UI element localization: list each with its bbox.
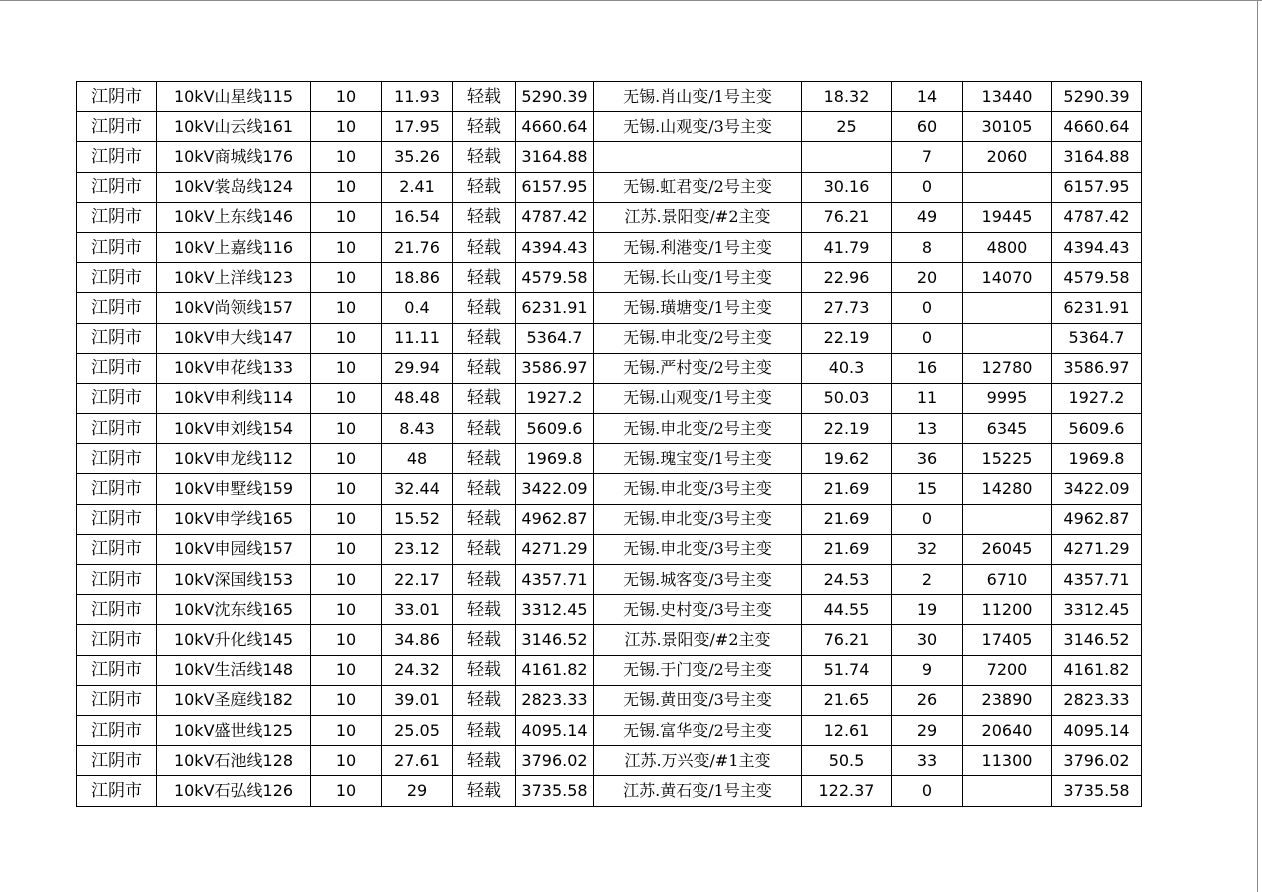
amount-cell: 13440 (963, 82, 1052, 112)
voltage-cell: 10 (311, 776, 382, 806)
transformer-load-cell: 21.69 (802, 504, 892, 534)
feeder-name-cell: 10kV申学线165 (157, 504, 311, 534)
city-cell: 江阴市 (77, 263, 157, 293)
length-cell: 34.86 (382, 625, 453, 655)
voltage-cell: 10 (311, 746, 382, 776)
voltage-cell: 10 (311, 172, 382, 202)
count-cell: 15 (892, 474, 963, 504)
count-cell: 0 (892, 293, 963, 323)
table-row (77, 353, 1142, 383)
table-row (77, 263, 1142, 293)
transformer-load-cell: 51.74 (802, 655, 892, 685)
feeder-name-cell: 10kV申利线114 (157, 383, 311, 413)
total-cell: 1969.8 (1052, 444, 1142, 474)
table-row (77, 414, 1142, 444)
total-cell: 6157.95 (1052, 172, 1142, 202)
substation-cell: 无锡.于门变/2号主变 (594, 655, 802, 685)
capacity-cell: 2823.33 (516, 685, 594, 715)
count-cell: 14 (892, 82, 963, 112)
load-status-cell: 轻载 (453, 746, 516, 776)
amount-cell: 6345 (963, 414, 1052, 444)
feeder-name-cell: 10kV圣庭线182 (157, 685, 311, 715)
amount-cell: 9995 (963, 383, 1052, 413)
transformer-load-cell: 30.16 (802, 172, 892, 202)
substation-cell: 无锡.严村变/2号主变 (594, 353, 802, 383)
length-cell: 32.44 (382, 474, 453, 504)
substation-cell: 江苏.景阳变/#2主变 (594, 202, 802, 232)
transformer-load-cell: 50.5 (802, 746, 892, 776)
total-cell: 3735.58 (1052, 776, 1142, 806)
amount-cell: 4800 (963, 232, 1052, 262)
total-cell: 3164.88 (1052, 142, 1142, 172)
voltage-cell: 10 (311, 232, 382, 262)
load-status-cell: 轻载 (453, 172, 516, 202)
load-status-cell: 轻载 (453, 504, 516, 534)
feeder-name-cell: 10kV申刘线154 (157, 414, 311, 444)
substation-cell: 无锡.璜塘变/1号主变 (594, 293, 802, 323)
transformer-load-cell: 24.53 (802, 565, 892, 595)
total-cell: 1927.2 (1052, 383, 1142, 413)
count-cell: 19 (892, 595, 963, 625)
capacity-cell: 4660.64 (516, 112, 594, 142)
amount-cell (963, 776, 1052, 806)
city-cell: 江阴市 (77, 353, 157, 383)
substation-cell: 江苏.黄石变/1号主变 (594, 776, 802, 806)
length-cell: 18.86 (382, 263, 453, 293)
count-cell: 26 (892, 685, 963, 715)
amount-cell: 23890 (963, 685, 1052, 715)
substation-cell: 江苏.万兴变/#1主变 (594, 746, 802, 776)
count-cell: 16 (892, 353, 963, 383)
length-cell: 29.94 (382, 353, 453, 383)
capacity-cell: 3796.02 (516, 746, 594, 776)
count-cell: 8 (892, 232, 963, 262)
amount-cell (963, 504, 1052, 534)
feeder-name-cell: 10kV申龙线112 (157, 444, 311, 474)
city-cell: 江阴市 (77, 595, 157, 625)
load-status-cell: 轻载 (453, 202, 516, 232)
count-cell: 33 (892, 746, 963, 776)
amount-cell: 19445 (963, 202, 1052, 232)
table-row (77, 685, 1142, 715)
load-status-cell: 轻载 (453, 353, 516, 383)
load-status-cell: 轻载 (453, 142, 516, 172)
feeder-name-cell: 10kV上东线146 (157, 202, 311, 232)
length-cell: 27.61 (382, 746, 453, 776)
length-cell: 22.17 (382, 565, 453, 595)
length-cell: 21.76 (382, 232, 453, 262)
table-row (77, 202, 1142, 232)
feeder-name-cell: 10kV申墅线159 (157, 474, 311, 504)
city-cell: 江阴市 (77, 142, 157, 172)
capacity-cell: 4962.87 (516, 504, 594, 534)
substation-cell: 无锡.利港变/1号主变 (594, 232, 802, 262)
amount-cell: 11200 (963, 595, 1052, 625)
transformer-load-cell (802, 142, 892, 172)
transformer-load-cell: 76.21 (802, 625, 892, 655)
length-cell: 2.41 (382, 172, 453, 202)
total-cell: 3422.09 (1052, 474, 1142, 504)
amount-cell: 12780 (963, 353, 1052, 383)
length-cell: 23.12 (382, 534, 453, 564)
transformer-load-cell: 22.19 (802, 323, 892, 353)
total-cell: 3796.02 (1052, 746, 1142, 776)
length-cell: 39.01 (382, 685, 453, 715)
voltage-cell: 10 (311, 444, 382, 474)
city-cell: 江阴市 (77, 82, 157, 112)
substation-cell (594, 142, 802, 172)
city-cell: 江阴市 (77, 112, 157, 142)
amount-cell: 15225 (963, 444, 1052, 474)
city-cell: 江阴市 (77, 383, 157, 413)
voltage-cell: 10 (311, 82, 382, 112)
length-cell: 33.01 (382, 595, 453, 625)
substation-cell: 无锡.史村变/3号主变 (594, 595, 802, 625)
voltage-cell: 10 (311, 414, 382, 444)
feeder-name-cell: 10kV生活线148 (157, 655, 311, 685)
city-cell: 江阴市 (77, 323, 157, 353)
voltage-cell: 10 (311, 685, 382, 715)
transformer-load-cell: 44.55 (802, 595, 892, 625)
substation-cell: 无锡.山观变/3号主变 (594, 112, 802, 142)
table-row (77, 383, 1142, 413)
table-row (77, 474, 1142, 504)
total-cell: 5609.6 (1052, 414, 1142, 444)
capacity-cell: 1927.2 (516, 383, 594, 413)
transformer-load-cell: 21.69 (802, 474, 892, 504)
transformer-load-cell: 40.3 (802, 353, 892, 383)
feeder-name-cell: 10kV申园线157 (157, 534, 311, 564)
table-row (77, 293, 1142, 323)
transformer-load-cell: 21.65 (802, 685, 892, 715)
feeder-name-cell: 10kV申花线133 (157, 353, 311, 383)
city-cell: 江阴市 (77, 444, 157, 474)
amount-cell (963, 323, 1052, 353)
load-status-cell: 轻载 (453, 715, 516, 745)
substation-cell: 无锡.山观变/1号主变 (594, 383, 802, 413)
load-status-cell: 轻载 (453, 625, 516, 655)
total-cell: 4161.82 (1052, 655, 1142, 685)
load-status-cell: 轻载 (453, 263, 516, 293)
feeder-name-cell: 10kV盛世线125 (157, 715, 311, 745)
amount-cell (963, 172, 1052, 202)
amount-cell: 7200 (963, 655, 1052, 685)
load-status-cell: 轻载 (453, 112, 516, 142)
count-cell: 0 (892, 504, 963, 534)
voltage-cell: 10 (311, 595, 382, 625)
substation-cell: 无锡.申北变/3号主变 (594, 504, 802, 534)
voltage-cell: 10 (311, 625, 382, 655)
capacity-cell: 5609.6 (516, 414, 594, 444)
city-cell: 江阴市 (77, 625, 157, 655)
table-row (77, 232, 1142, 262)
substation-cell: 江苏.景阳变/#2主变 (594, 625, 802, 655)
total-cell: 4095.14 (1052, 715, 1142, 745)
transformer-load-cell: 25 (802, 112, 892, 142)
capacity-cell: 3164.88 (516, 142, 594, 172)
amount-cell: 11300 (963, 746, 1052, 776)
table-row (77, 625, 1142, 655)
length-cell: 11.11 (382, 323, 453, 353)
length-cell: 0.4 (382, 293, 453, 323)
count-cell: 49 (892, 202, 963, 232)
load-status-cell: 轻载 (453, 685, 516, 715)
amount-cell: 14070 (963, 263, 1052, 293)
total-cell: 4271.29 (1052, 534, 1142, 564)
total-cell: 4660.64 (1052, 112, 1142, 142)
substation-cell: 无锡.申北变/2号主变 (594, 323, 802, 353)
feeder-name-cell: 10kV石弘线126 (157, 776, 311, 806)
load-status-cell: 轻载 (453, 383, 516, 413)
amount-cell: 6710 (963, 565, 1052, 595)
page-right-edge (1257, 0, 1258, 892)
page-top-edge (0, 0, 1262, 1)
feeder-name-cell: 10kV升化线145 (157, 625, 311, 655)
count-cell: 60 (892, 112, 963, 142)
feeder-name-cell: 10kV石池线128 (157, 746, 311, 776)
count-cell: 20 (892, 263, 963, 293)
substation-cell: 无锡.虹君变/2号主变 (594, 172, 802, 202)
city-cell: 江阴市 (77, 655, 157, 685)
table-row (77, 112, 1142, 142)
table-row (77, 172, 1142, 202)
table-row (77, 82, 1142, 112)
table-body (77, 82, 1142, 807)
substation-cell: 无锡.长山变/1号主变 (594, 263, 802, 293)
length-cell: 29 (382, 776, 453, 806)
voltage-cell: 10 (311, 202, 382, 232)
count-cell: 32 (892, 534, 963, 564)
capacity-cell: 3422.09 (516, 474, 594, 504)
count-cell: 11 (892, 383, 963, 413)
feeder-name-cell: 10kV裳岛线124 (157, 172, 311, 202)
total-cell: 4787.42 (1052, 202, 1142, 232)
city-cell: 江阴市 (77, 715, 157, 745)
load-status-cell: 轻载 (453, 323, 516, 353)
city-cell: 江阴市 (77, 414, 157, 444)
load-status-cell: 轻载 (453, 655, 516, 685)
transformer-load-cell: 122.37 (802, 776, 892, 806)
voltage-cell: 10 (311, 715, 382, 745)
total-cell: 4357.71 (1052, 565, 1142, 595)
substation-cell: 无锡.申北变/2号主变 (594, 414, 802, 444)
feeder-name-cell: 10kV尚领线157 (157, 293, 311, 323)
feeder-name-cell: 10kV深国线153 (157, 565, 311, 595)
voltage-cell: 10 (311, 263, 382, 293)
voltage-cell: 10 (311, 565, 382, 595)
city-cell: 江阴市 (77, 534, 157, 564)
voltage-cell: 10 (311, 534, 382, 564)
capacity-cell: 4787.42 (516, 202, 594, 232)
load-status-cell: 轻载 (453, 776, 516, 806)
voltage-cell: 10 (311, 655, 382, 685)
transformer-load-cell: 22.96 (802, 263, 892, 293)
voltage-cell: 10 (311, 504, 382, 534)
length-cell: 16.54 (382, 202, 453, 232)
length-cell: 48.48 (382, 383, 453, 413)
total-cell: 4962.87 (1052, 504, 1142, 534)
load-status-cell: 轻载 (453, 414, 516, 444)
amount-cell: 14280 (963, 474, 1052, 504)
city-cell: 江阴市 (77, 685, 157, 715)
count-cell: 0 (892, 172, 963, 202)
transformer-load-cell: 41.79 (802, 232, 892, 262)
total-cell: 3312.45 (1052, 595, 1142, 625)
amount-cell: 30105 (963, 112, 1052, 142)
substation-cell: 无锡.肖山变/1号主变 (594, 82, 802, 112)
amount-cell: 2060 (963, 142, 1052, 172)
count-cell: 0 (892, 323, 963, 353)
count-cell: 9 (892, 655, 963, 685)
substation-cell: 无锡.黄田变/3号主变 (594, 685, 802, 715)
substation-cell: 无锡.城客变/3号主变 (594, 565, 802, 595)
length-cell: 35.26 (382, 142, 453, 172)
city-cell: 江阴市 (77, 746, 157, 776)
capacity-cell: 3586.97 (516, 353, 594, 383)
feeder-load-table (76, 81, 1142, 807)
total-cell: 3586.97 (1052, 353, 1142, 383)
feeder-name-cell: 10kV商城线176 (157, 142, 311, 172)
load-status-cell: 轻载 (453, 444, 516, 474)
total-cell: 5290.39 (1052, 82, 1142, 112)
voltage-cell: 10 (311, 353, 382, 383)
transformer-load-cell: 21.69 (802, 534, 892, 564)
feeder-name-cell: 10kV山星线115 (157, 82, 311, 112)
table-row (77, 776, 1142, 806)
capacity-cell: 3735.58 (516, 776, 594, 806)
total-cell: 3146.52 (1052, 625, 1142, 655)
transformer-load-cell: 18.32 (802, 82, 892, 112)
city-cell: 江阴市 (77, 776, 157, 806)
capacity-cell: 3312.45 (516, 595, 594, 625)
load-status-cell: 轻载 (453, 595, 516, 625)
length-cell: 17.95 (382, 112, 453, 142)
city-cell: 江阴市 (77, 293, 157, 323)
city-cell: 江阴市 (77, 172, 157, 202)
capacity-cell: 4161.82 (516, 655, 594, 685)
amount-cell (963, 293, 1052, 323)
total-cell: 5364.7 (1052, 323, 1142, 353)
voltage-cell: 10 (311, 293, 382, 323)
total-cell: 6231.91 (1052, 293, 1142, 323)
load-status-cell: 轻载 (453, 293, 516, 323)
capacity-cell: 4271.29 (516, 534, 594, 564)
city-cell: 江阴市 (77, 232, 157, 262)
transformer-load-cell: 50.03 (802, 383, 892, 413)
capacity-cell: 4579.58 (516, 263, 594, 293)
load-status-cell: 轻载 (453, 534, 516, 564)
feeder-name-cell: 10kV山云线161 (157, 112, 311, 142)
length-cell: 15.52 (382, 504, 453, 534)
transformer-load-cell: 76.21 (802, 202, 892, 232)
voltage-cell: 10 (311, 323, 382, 353)
transformer-load-cell: 27.73 (802, 293, 892, 323)
capacity-cell: 6157.95 (516, 172, 594, 202)
length-cell: 25.05 (382, 715, 453, 745)
feeder-name-cell: 10kV沈东线165 (157, 595, 311, 625)
capacity-cell: 5364.7 (516, 323, 594, 353)
table-row (77, 444, 1142, 474)
load-status-cell: 轻载 (453, 474, 516, 504)
voltage-cell: 10 (311, 112, 382, 142)
total-cell: 4579.58 (1052, 263, 1142, 293)
voltage-cell: 10 (311, 142, 382, 172)
feeder-name-cell: 10kV申大线147 (157, 323, 311, 353)
capacity-cell: 5290.39 (516, 82, 594, 112)
length-cell: 8.43 (382, 414, 453, 444)
count-cell: 29 (892, 715, 963, 745)
total-cell: 2823.33 (1052, 685, 1142, 715)
total-cell: 4394.43 (1052, 232, 1142, 262)
count-cell: 2 (892, 565, 963, 595)
capacity-cell: 4095.14 (516, 715, 594, 745)
capacity-cell: 6231.91 (516, 293, 594, 323)
table-row (77, 595, 1142, 625)
capacity-cell: 1969.8 (516, 444, 594, 474)
length-cell: 11.93 (382, 82, 453, 112)
amount-cell: 17405 (963, 625, 1052, 655)
length-cell: 24.32 (382, 655, 453, 685)
capacity-cell: 4357.71 (516, 565, 594, 595)
amount-cell: 26045 (963, 534, 1052, 564)
length-cell: 48 (382, 444, 453, 474)
table-row (77, 655, 1142, 685)
table-row (77, 565, 1142, 595)
load-status-cell: 轻载 (453, 232, 516, 262)
substation-cell: 无锡.瑰宝变/1号主变 (594, 444, 802, 474)
feeder-name-cell: 10kV上嘉线116 (157, 232, 311, 262)
count-cell: 7 (892, 142, 963, 172)
count-cell: 13 (892, 414, 963, 444)
count-cell: 30 (892, 625, 963, 655)
substation-cell: 无锡.申北变/3号主变 (594, 534, 802, 564)
transformer-load-cell: 22.19 (802, 414, 892, 444)
load-status-cell: 轻载 (453, 565, 516, 595)
table-row (77, 323, 1142, 353)
voltage-cell: 10 (311, 383, 382, 413)
substation-cell: 无锡.申北变/3号主变 (594, 474, 802, 504)
count-cell: 0 (892, 776, 963, 806)
table-row (77, 142, 1142, 172)
table-row (77, 534, 1142, 564)
city-cell: 江阴市 (77, 474, 157, 504)
transformer-load-cell: 12.61 (802, 715, 892, 745)
load-status-cell: 轻载 (453, 82, 516, 112)
table-row (77, 504, 1142, 534)
transformer-load-cell: 19.62 (802, 444, 892, 474)
city-cell: 江阴市 (77, 565, 157, 595)
voltage-cell: 10 (311, 474, 382, 504)
substation-cell: 无锡.富华变/2号主变 (594, 715, 802, 745)
city-cell: 江阴市 (77, 202, 157, 232)
capacity-cell: 4394.43 (516, 232, 594, 262)
feeder-name-cell: 10kV上洋线123 (157, 263, 311, 293)
count-cell: 36 (892, 444, 963, 474)
table-row (77, 715, 1142, 745)
table-row (77, 746, 1142, 776)
amount-cell: 20640 (963, 715, 1052, 745)
city-cell: 江阴市 (77, 504, 157, 534)
capacity-cell: 3146.52 (516, 625, 594, 655)
